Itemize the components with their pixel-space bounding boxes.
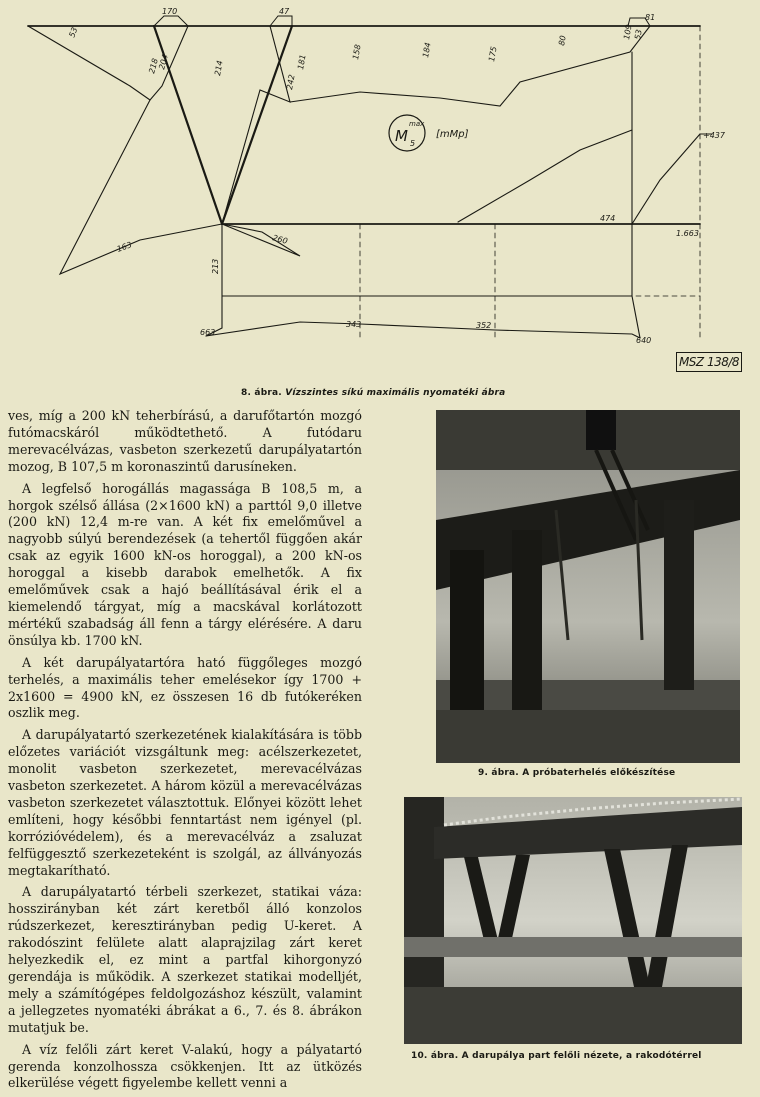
figure-9-caption: [478, 768, 675, 778]
body-text-column: [8, 408, 362, 1097]
moment-outline: [28, 23, 712, 338]
paragraph: A darupályatartó térbeli szerkezet, statikai váza: hosszirányban két zárt keretből álló konzolos rúdszerkezet, keresztirányban pedig U-keret. A rakodószint felülete alatt alaprajzilag zárt keret helyezkedik el, ez mint a partfal kihorgonyzó gerendája is működik. A szerkezet statikai modelljét, mely a számítógépes feldolgozáshoz készült, valamint a jellegzetes nyomatéki ábrákat a 6., 7. és 8. ábrákon mutatjuk be.: [8, 884, 362, 1035]
value-label: 158: [351, 43, 363, 61]
value-label: 53: [633, 28, 644, 41]
moment-symbol: M: [395, 127, 408, 145]
value-label: 80: [557, 34, 568, 47]
moment-unit: [mMp]: [436, 129, 469, 140]
value-label: 260: [271, 233, 289, 246]
paragraph: A darupályatartó szerkezetének kialakítására is több előzetes variációt vizsgáltunk meg: acélszerkezetet, monolit vasbeton szerkezetet, merevacélvázas vasbeton szerkezetet. A három közül a merevacélvázas vasbeton szerkezetet választottuk. Előnyei között lehet említeni, hogy későbbi fenntartást nem igényel (pl. korrózióvédelem), és a merevacélváz a zsaluzat felfüggesztő szerkezeteként is szolgál, az állványozás megtakarítható.: [8, 727, 362, 878]
value-label: 170: [162, 7, 178, 16]
value-label: 663: [200, 328, 216, 337]
figure-10-caption: [411, 1051, 702, 1061]
value-label: 640: [636, 336, 652, 345]
value-label: 343: [346, 320, 362, 329]
value-label: 184: [421, 41, 433, 59]
value-label: 181: [296, 53, 308, 71]
value-label: 175: [487, 45, 499, 63]
value-label: 242: [285, 73, 297, 91]
photo-crane-track-view: [404, 797, 742, 1044]
value-label: 109: [622, 23, 634, 41]
moment-sub: 5: [410, 139, 416, 148]
moment-diagram: [0, 0, 760, 380]
paragraph: A két darupályatartóra ható függőleges mozgó terhelés, a maximális teher emelésekor így 1700 + 2x1600 = 4900 kN, ez összesen 16 db futókeréken oszlik meg.: [8, 654, 362, 721]
moment-sup: max: [409, 120, 425, 128]
caption-number: 10. ábra.: [411, 1051, 459, 1061]
paragraph: ves, míg a 200 kN teherbírású, a darufőtartón mozgó futómacskáról működtethető. A futódaru merevacélvázas, vasbeton szerkezetű darupályatartón mozog, B 107,5 m koronaszintű darusíneken.: [8, 408, 362, 474]
value-label: 81: [645, 13, 656, 22]
value-label: 53: [67, 26, 80, 39]
value-label: 474: [600, 214, 616, 223]
standard-code-box: MSZ 138/8: [676, 352, 742, 372]
value-label: 218: [147, 57, 160, 75]
caption-number: 9. ábra.: [478, 768, 519, 778]
value-label: 163: [115, 240, 134, 254]
caption-text: Vízszintes síkú maximális nyomatéki ábra: [285, 388, 506, 398]
value-label: 352: [476, 321, 492, 330]
value-label: +437: [703, 131, 725, 140]
photo-load-test-preparation: [436, 410, 740, 763]
value-label: 204: [157, 53, 170, 71]
value-label: 47: [279, 7, 290, 16]
paragraph: A víz felőli zárt keret V-alakú, hogy a pályatartó gerenda konzolhossza csökkenjen. Itt az ütközés elkerülése végett figyelembe kellett venni a: [8, 1041, 362, 1091]
paragraph: A legfelső horogállás magassága B 108,5 m, a horgok szélső állása (2×1600 kN) a parttól 9,0 illetve (200 kN) 12,4 m-re van. A két fix emelőművel a nagyobb súlyú berendezések (a tehertől függően akár csak az egyik 1600 kN-os horoggal), a 200 kN-os horoggal a kisebb darabok emelhetők. A fix emelőművek csak a hajó beállításával érik el a kiemelendő tárgyat, míg a macskával korlátozott mértékű szabadság áll fenn a tárgy elérésére. A daru önsúlya kb. 1700 kN.: [8, 480, 362, 648]
caption-text: A darupálya part felőli nézete, a rakodótérrel: [461, 1051, 702, 1061]
value-label: 1.663: [676, 229, 699, 238]
value-label: 214: [213, 59, 225, 77]
value-label: 213: [211, 258, 220, 274]
figure-8-caption: [241, 388, 505, 398]
caption-number: 8. ábra.: [241, 388, 282, 398]
caption-text: A próbaterhelés előkészítése: [522, 768, 676, 778]
dashed-grid: [222, 23, 700, 340]
